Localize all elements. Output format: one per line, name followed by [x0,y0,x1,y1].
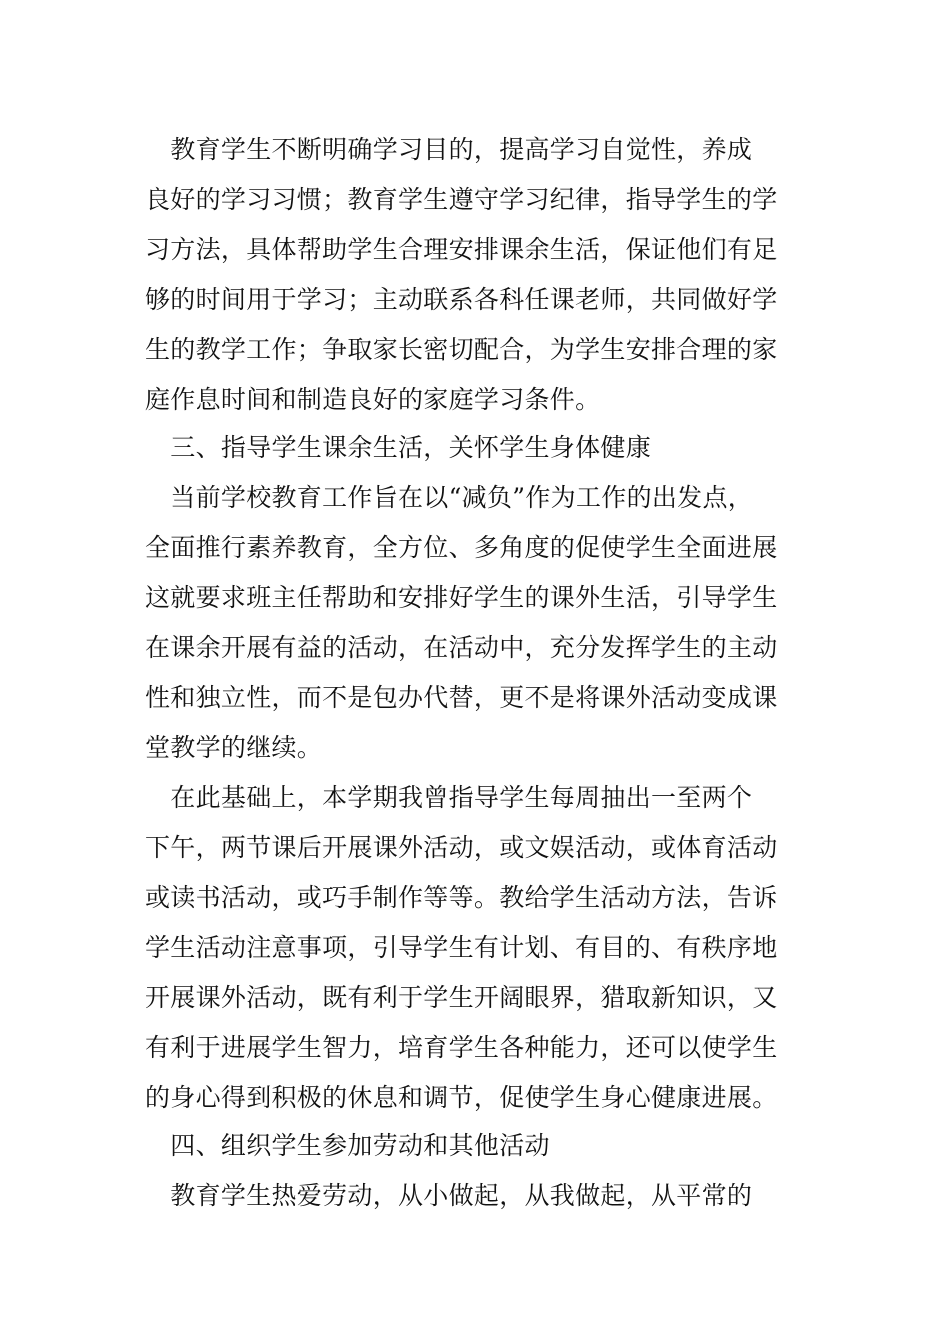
text-line: 教育学生不断明确学习目的，提高学习自觉性，养成 [145,135,753,164]
text-line: 够的时间用于学习；主动联系各科任课老师，共同做好学 [145,285,778,314]
section-heading: 三、指导学生课余生活，关怀学生身体健康 [145,433,652,462]
text-line: 习方法，具体帮助学生合理安排课余生活，保证他们有足 [145,235,778,264]
text-line: 开展课外活动，既有利于学生开阔眼界，猎取新知识，又 [145,983,778,1012]
text-line: 或读书活动，或巧手制作等等。教给学生活动方法，告诉 [145,883,778,912]
text-line: 的身心得到积极的休息和调节，促使学生身心健康进展。 [145,1083,778,1112]
text-line: 这就要求班主任帮助和安排好学生的课外生活，引导学生 [145,583,778,612]
text-line: 生的教学工作；争取家长密切配合，为学生安排合理的家 [145,335,778,364]
text-line: 教育学生热爱劳动，从小做起，从我做起，从平常的 [145,1181,753,1210]
text-line: 下午，两节课后开展课外活动，或文娱活动，或体育活动 [145,833,778,862]
text-line: 学生活动注意事项，引导学生有计划、有目的、有秩序地 [145,933,778,962]
text-line: 当前学校教育工作旨在以“减负”作为工作的出发点， [145,483,754,512]
text-line: 庭作息时间和制造良好的家庭学习条件。 [145,385,601,414]
section-heading: 四、组织学生参加劳动和其他活动 [145,1131,550,1160]
text-line: 有利于进展学生智力，培育学生各种能力，还可以使学生 [145,1033,778,1062]
text-line: 全面推行素养教育，全方位、多角度的促使学生全面进展 [145,533,778,562]
text-line: 良好的学习习惯；教育学生遵守学习纪律，指导学生的学 [145,185,778,214]
text-line: 在此基础上，本学期我曾指导学生每周抽出一至两个 [145,783,753,812]
text-line: 在课余开展有益的活动，在活动中，充分发挥学生的主动 [145,633,778,662]
text-line: 性和独立性，而不是包办代替，更不是将课外活动变成课 [145,683,778,712]
text-line: 堂教学的继续。 [145,733,323,762]
